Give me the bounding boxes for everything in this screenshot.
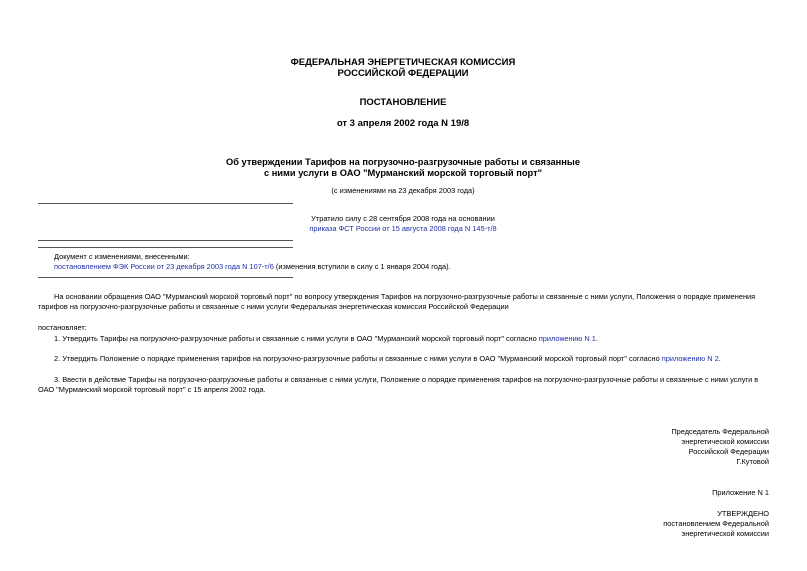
divider bbox=[38, 277, 293, 278]
item-3: 3. Ввести в действие Тарифы на погрузочно-разгрузочные работы и связанные с ними услуги, Положение о порядке применения тарифов на погрузочно-разгрузочные работы и связанные с ними услуги в ОАО "Мурманский морской торговый порт" с 15 апреля 2002 года. bbox=[38, 375, 759, 394]
changes-decree-link[interactable]: постановлением ФЭК России от 23 декабря 2003 года N 107-т/6 bbox=[54, 262, 274, 271]
amend-note: (с изменениями на 23 декабря 2003 года) bbox=[331, 186, 475, 195]
appendix-1-link[interactable]: приложению N 1 bbox=[538, 334, 596, 343]
expired-order-link[interactable]: приказа ФСТ России от 15 августа 2008 года N 145-т/8 bbox=[309, 224, 497, 233]
doc-type: ПОСТАНОВЛЕНИЕ bbox=[359, 97, 447, 108]
appendix-label: Приложение N 1 bbox=[712, 488, 769, 497]
signature-name: Г.Кутовой bbox=[736, 457, 769, 466]
signature-line-2: энергетической комиссии bbox=[681, 437, 769, 446]
resolves: постановляет: bbox=[38, 323, 87, 332]
doc-date: от 3 апреля 2002 года N 19/8 bbox=[336, 118, 470, 129]
signature-block bbox=[469, 427, 769, 467]
changes-tail: (изменения вступили в силу с 1 января 2004 года). bbox=[273, 262, 451, 271]
divider bbox=[38, 203, 293, 204]
approved-label: УТВЕРЖДЕНО bbox=[717, 509, 769, 518]
org-line-2: РОССИЙСКОЙ ФЕДЕРАЦИИ bbox=[337, 68, 469, 79]
changes-intro: Документ с изменениями, внесенными: bbox=[54, 252, 190, 261]
changes-note bbox=[54, 252, 754, 272]
approved-by-line-1: постановлением Федеральной bbox=[663, 519, 769, 528]
appendix-approval bbox=[469, 509, 769, 539]
signature-line-3: Российской Федерации bbox=[688, 447, 769, 456]
expired-text: Утратило силу с 28 сентября 2008 года на основании bbox=[311, 214, 495, 223]
preamble: На основании обращения ОАО "Мурманский морской торговый порт" по вопросу утверждения Тарифов на погрузочно-разгрузочные работы и связанные с ними услуги, Положения о порядке применения тарифов на погрузочно-разгрузочные работы и связанные с ними услуги Федеральная энергетическая комиссия Российской Федерации bbox=[38, 292, 756, 311]
org-name bbox=[38, 57, 768, 79]
divider bbox=[38, 240, 293, 241]
approved-by-line-2: энергетической комиссии bbox=[681, 529, 769, 538]
item-1: 1. Утвердить Тарифы на погрузочно-разгрузочные работы и связанные с ними услуги в ОАО "Мурманский морской торговый порт" согласно приложению N 1. bbox=[54, 334, 598, 343]
divider bbox=[38, 247, 293, 248]
doc-title bbox=[38, 157, 768, 179]
title-line-1: Об утверждении Тарифов на погрузочно-разгрузочные работы и связанные bbox=[226, 157, 580, 167]
title-line-2: с ними услуги в ОАО "Мурманский морской торговый порт" bbox=[263, 168, 543, 178]
signature-line-1: Председатель Федеральной bbox=[671, 427, 769, 436]
org-line-1: ФЕДЕРАЛЬНАЯ ЭНЕРГЕТИЧЕСКАЯ КОМИССИЯ bbox=[290, 57, 516, 68]
expired-notice bbox=[38, 214, 768, 234]
item-2: 2. Утвердить Положение о порядке применения тарифов на погрузочно-разгрузочные работы и связанные с ними услуги в ОАО "Мурманский морской торговый порт" согласно приложению N 2. bbox=[54, 354, 721, 363]
appendix-2-link[interactable]: приложению N 2 bbox=[661, 354, 719, 363]
